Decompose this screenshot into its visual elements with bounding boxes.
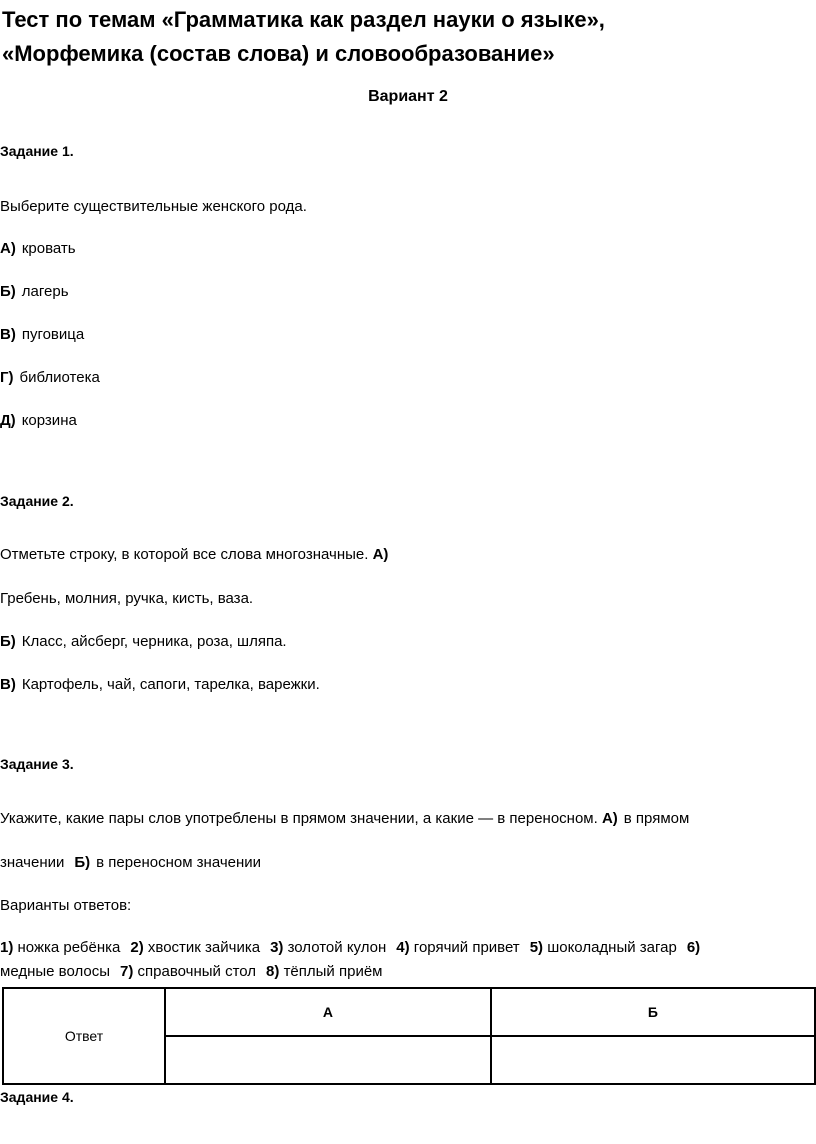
pair-number: 3) [270, 939, 284, 956]
option-letter: А) [0, 240, 16, 257]
option-text: в переносном значении [96, 854, 262, 871]
option-letter: В) [0, 326, 16, 343]
task3-variants-label: Варианты ответов: [0, 897, 132, 914]
pair-number: 5) [529, 939, 544, 956]
option-letter: Б) [0, 283, 16, 300]
option-text: Картофель, чай, сапоги, тарелка, варежки. [21, 676, 320, 693]
option-text: библиотека [19, 369, 100, 386]
option-letter: А) [601, 810, 618, 827]
pair-text: справочный стол [137, 963, 257, 980]
option-text: лагерь [21, 283, 69, 300]
task3-question-line [0, 810, 689, 827]
pair-number: 4) [396, 939, 410, 956]
answer-cell-b[interactable] [491, 1036, 815, 1084]
option-letter: Б) [74, 854, 91, 871]
task1-option-g [0, 369, 100, 386]
task3-pairs-line2 [0, 963, 382, 980]
pair-text: горячий привет [413, 939, 520, 956]
option-letter: Д) [0, 412, 16, 429]
task2-option-b [0, 633, 287, 650]
pair-text: хвостик зайчика [147, 939, 261, 956]
pair-text: медные волосы [0, 963, 111, 980]
option-text: значении [0, 854, 65, 871]
pair-number: 7) [120, 963, 134, 980]
option-letter: Б) [0, 633, 16, 650]
task2-option-a-text: Гребень, молния, ручка, кисть, ваза. [0, 590, 254, 607]
option-text: Класс, айсберг, черника, роза, шляпа. [21, 633, 287, 650]
answer-column-a: А [165, 988, 491, 1036]
pair-text: тёплый приём [283, 963, 383, 980]
answer-table [2, 987, 816, 1085]
page-title-line1: Тест по темам «Грамматика как раздел науки о языке», [2, 7, 605, 32]
option-text: кровать [21, 240, 76, 257]
task1-option-d [0, 412, 77, 429]
task1-heading: Задание 1. [0, 143, 74, 159]
answer-column-b: Б [491, 988, 815, 1036]
task2-question-line [0, 546, 388, 563]
pair-text: золотой кулон [287, 939, 387, 956]
pair-number: 2) [130, 939, 144, 956]
task2-option-v [0, 676, 320, 693]
pair-text: ножка ребёнка [17, 939, 121, 956]
answer-row-label: Ответ [3, 988, 165, 1084]
task1-question: Выберите существительные женского рода. [0, 198, 307, 215]
task2-heading: Задание 2. [0, 493, 74, 509]
option-letter: А) [372, 546, 389, 563]
page-title-line2: «Морфемика (состав слова) и словообразование» [2, 41, 555, 66]
task1-option-a [0, 240, 76, 257]
task3-heading: Задание 3. [0, 756, 74, 772]
pair-number: 8) [266, 963, 280, 980]
task3-question: Укажите, какие пары слов употреблены в прямом значении, а какие — в переносном. [0, 810, 598, 827]
option-text: в прямом [623, 810, 690, 827]
option-text: пуговица [21, 326, 85, 343]
task3-pairs-line1 [0, 939, 700, 956]
task1-option-b [0, 283, 69, 300]
option-letter: В) [0, 676, 16, 693]
pair-number: 6) [686, 939, 701, 956]
pair-text: шоколадный загар [547, 939, 677, 956]
task4-heading: Задание 4. [0, 1089, 74, 1105]
variant-heading: Вариант 2 [368, 88, 448, 105]
pair-number: 1) [0, 939, 14, 956]
answer-cell-a[interactable] [165, 1036, 491, 1084]
option-letter: Г) [0, 369, 14, 386]
option-text: корзина [21, 412, 77, 429]
task1-option-v [0, 326, 84, 343]
task2-question: Отметьте строку, в которой все слова многозначные. [0, 546, 369, 563]
task3-options-line [0, 854, 261, 871]
